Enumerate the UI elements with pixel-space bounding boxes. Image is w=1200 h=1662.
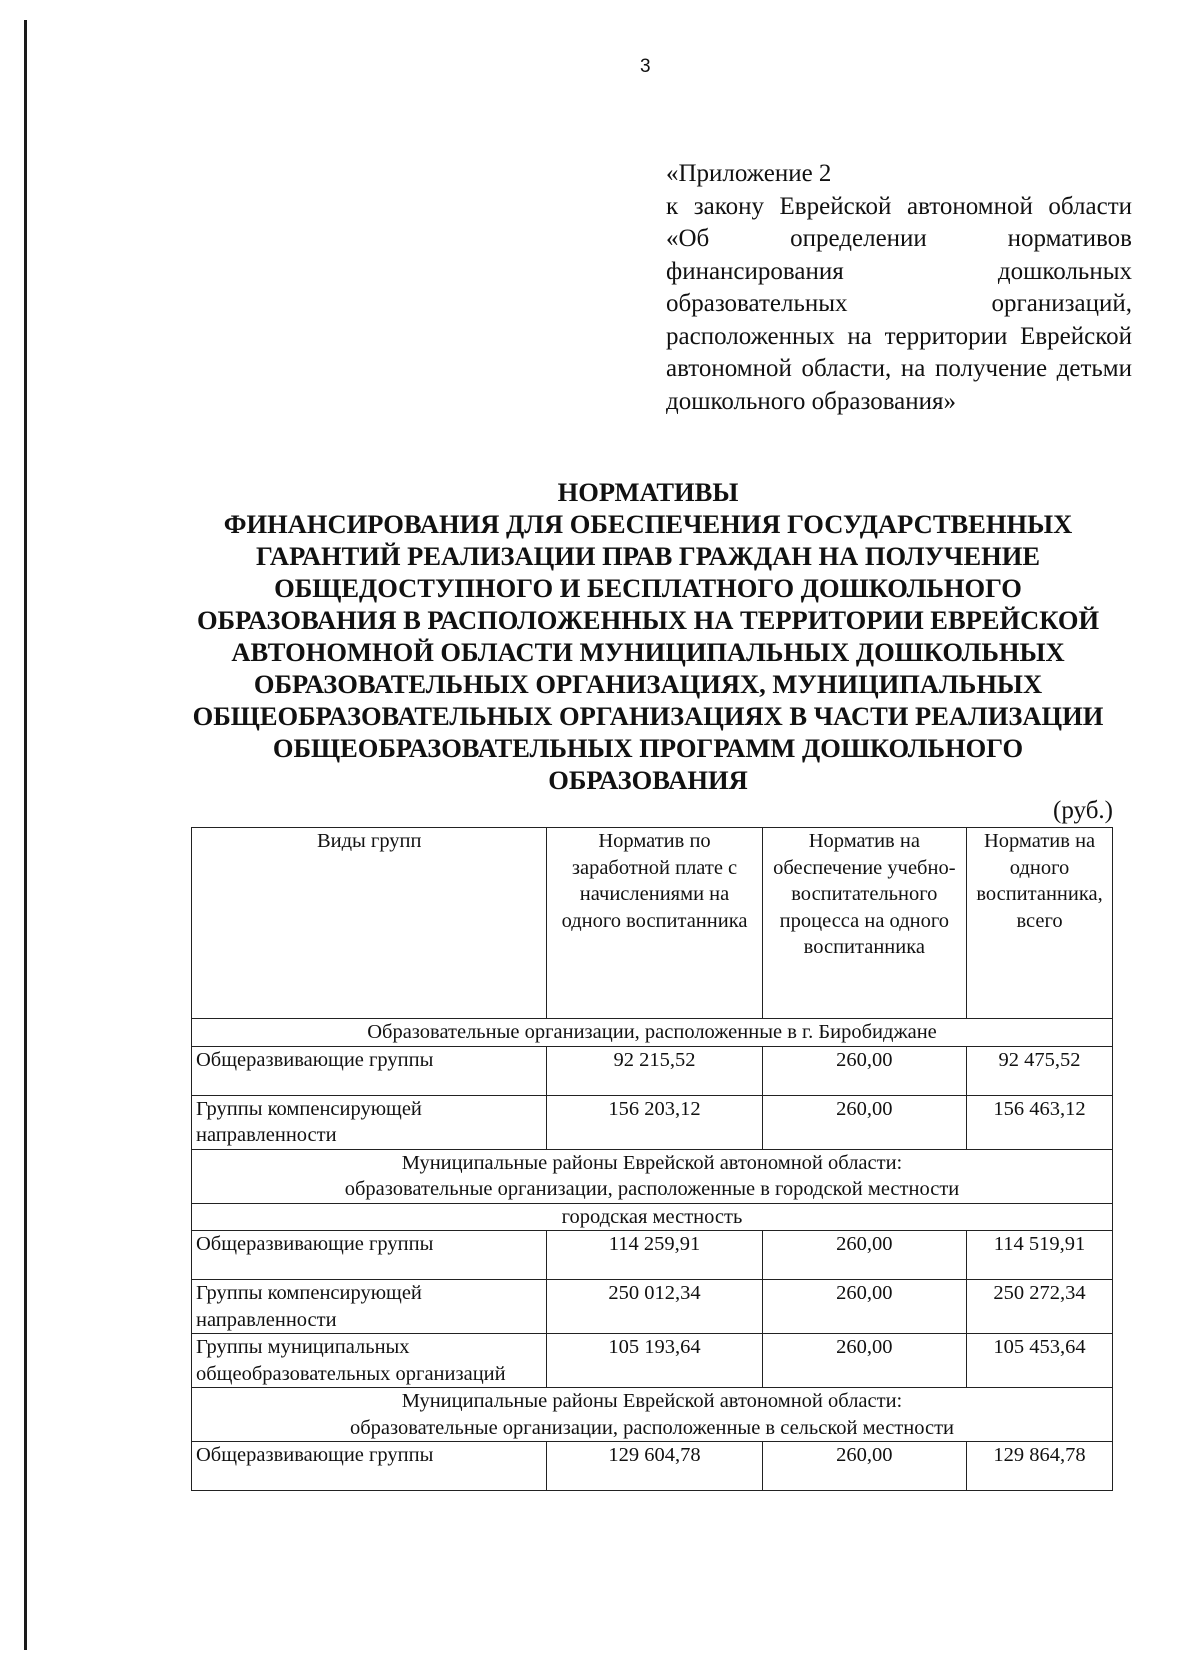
section-urban-title <box>192 1149 1113 1203</box>
section-row <box>192 1388 1113 1442</box>
row-salary-value: 114 259,91 <box>547 1231 762 1280</box>
row-education-value: 260,00 <box>762 1046 966 1095</box>
section-row <box>192 1149 1113 1203</box>
row-group-name: Общеразвивающие группы <box>192 1046 547 1095</box>
table-header-row <box>192 828 1113 1019</box>
header-salary-norm: Норматив по заработной плате с начислениями на одного воспитанника <box>547 828 762 1019</box>
row-total-value: 129 864,78 <box>967 1442 1113 1491</box>
row-education-value: 260,00 <box>762 1095 966 1149</box>
row-salary-value: 250 012,34 <box>547 1280 762 1334</box>
table-row <box>192 1095 1113 1149</box>
section-rural-title-line-2: образовательные организации, расположенные в сельской местности <box>349 1416 955 1439</box>
header-education-norm: Норматив на обеспечение учебно-воспитательного процесса на одного воспитанника <box>762 828 966 1019</box>
table-row <box>192 1442 1113 1491</box>
section-birobidzhan-title: Образовательные организации, расположенные в г. Биробиджане <box>192 1019 1113 1047</box>
row-total-value: 105 453,64 <box>967 1334 1113 1388</box>
row-education-value: 260,00 <box>762 1442 966 1491</box>
row-group-name: Группы компенсирующей направленности <box>192 1280 547 1334</box>
section-urban-title-line-2: образовательные организации, расположенные в городской местности <box>344 1178 960 1200</box>
row-group-name: Группы муниципальных общеобразовательных организаций <box>192 1334 547 1388</box>
norms-table <box>191 827 1113 1491</box>
subsection-row <box>192 1203 1113 1231</box>
title-line-2: ФИНАНСИРОВАНИЯ ДЛЯ ОБЕСПЕЧЕНИЯ ГОСУДАРСТВЕННЫХ ГАРАНТИЙ РЕАЛИЗАЦИИ ПРАВ ГРАЖДАН НА ПОЛУЧЕНИЕ ОБЩЕДОСТУПНОГО И БЕСПЛАТНОГО ДОШКОЛЬНОГО ОБРАЗОВАНИЯ В РАСПОЛОЖЕННЫХ НА ТЕРРИТОРИИ ЕВРЕЙСКОЙ АВТОНОМНОЙ ОБЛАСТИ МУНИЦИПАЛЬНЫХ ДОШКОЛЬНЫХ ОБРАЗОВАТЕЛЬНЫХ ОРГАНИЗАЦИЯХ, МУНИЦИПАЛЬНЫХ ОБЩЕОБРАЗОВАТЕЛЬНЫХ ОРГАНИЗАЦИЯХ В ЧАСТИ РЕАЛИЗАЦИИ ОБЩЕОБРАЗОВАТЕЛЬНЫХ ПРОГРАММ ДОШКОЛЬНОГО ОБРАЗОВАНИЯ <box>192 509 1104 795</box>
page-number: 3 <box>640 56 651 77</box>
title-line-1: НОРМАТИВЫ <box>557 477 739 507</box>
row-salary-value: 105 193,64 <box>547 1334 762 1388</box>
header-group-type: Виды групп <box>192 828 547 1019</box>
appendix-reference <box>666 158 1132 418</box>
scan-border-line <box>24 20 27 1650</box>
header-total-norm: Норматив на одного воспитанника, всего <box>967 828 1113 1019</box>
section-rural-title <box>192 1388 1113 1442</box>
row-education-value: 260,00 <box>762 1280 966 1334</box>
row-total-value: 114 519,91 <box>967 1231 1113 1280</box>
section-urban-title-line-1: Муниципальные районы Еврейской автономной области: <box>401 1151 903 1174</box>
appendix-body: к закону Еврейской автономной области «Об определении нормативов финансирования дошкольных образовательных организаций, расположенных на территории Еврейской автономной области, на получение детьми дошкольного образования» <box>666 192 1132 415</box>
row-education-value: 260,00 <box>762 1334 966 1388</box>
row-salary-value: 156 203,12 <box>547 1095 762 1149</box>
row-group-name: Общеразвивающие группы <box>192 1442 547 1491</box>
row-total-value: 92 475,52 <box>967 1046 1113 1095</box>
currency-unit: (руб.) <box>1053 797 1113 824</box>
appendix-title: «Приложение 2 <box>666 160 832 187</box>
row-salary-value: 129 604,78 <box>547 1442 762 1491</box>
row-education-value: 260,00 <box>762 1231 966 1280</box>
table-row <box>192 1334 1113 1388</box>
section-row <box>192 1019 1113 1047</box>
row-salary-value: 92 215,52 <box>547 1046 762 1095</box>
row-total-value: 250 272,34 <box>967 1280 1113 1334</box>
document-title <box>178 476 1118 796</box>
row-group-name: Общеразвивающие группы <box>192 1231 547 1280</box>
section-urban-subtitle: городская местность <box>192 1203 1113 1231</box>
table-row <box>192 1231 1113 1280</box>
section-rural-title-line-1: Муниципальные районы Еврейской автономной области: <box>401 1390 903 1412</box>
row-total-value: 156 463,12 <box>967 1095 1113 1149</box>
table-row <box>192 1046 1113 1095</box>
row-group-name: Группы компенсирующей направленности <box>192 1095 547 1149</box>
table-row <box>192 1280 1113 1334</box>
